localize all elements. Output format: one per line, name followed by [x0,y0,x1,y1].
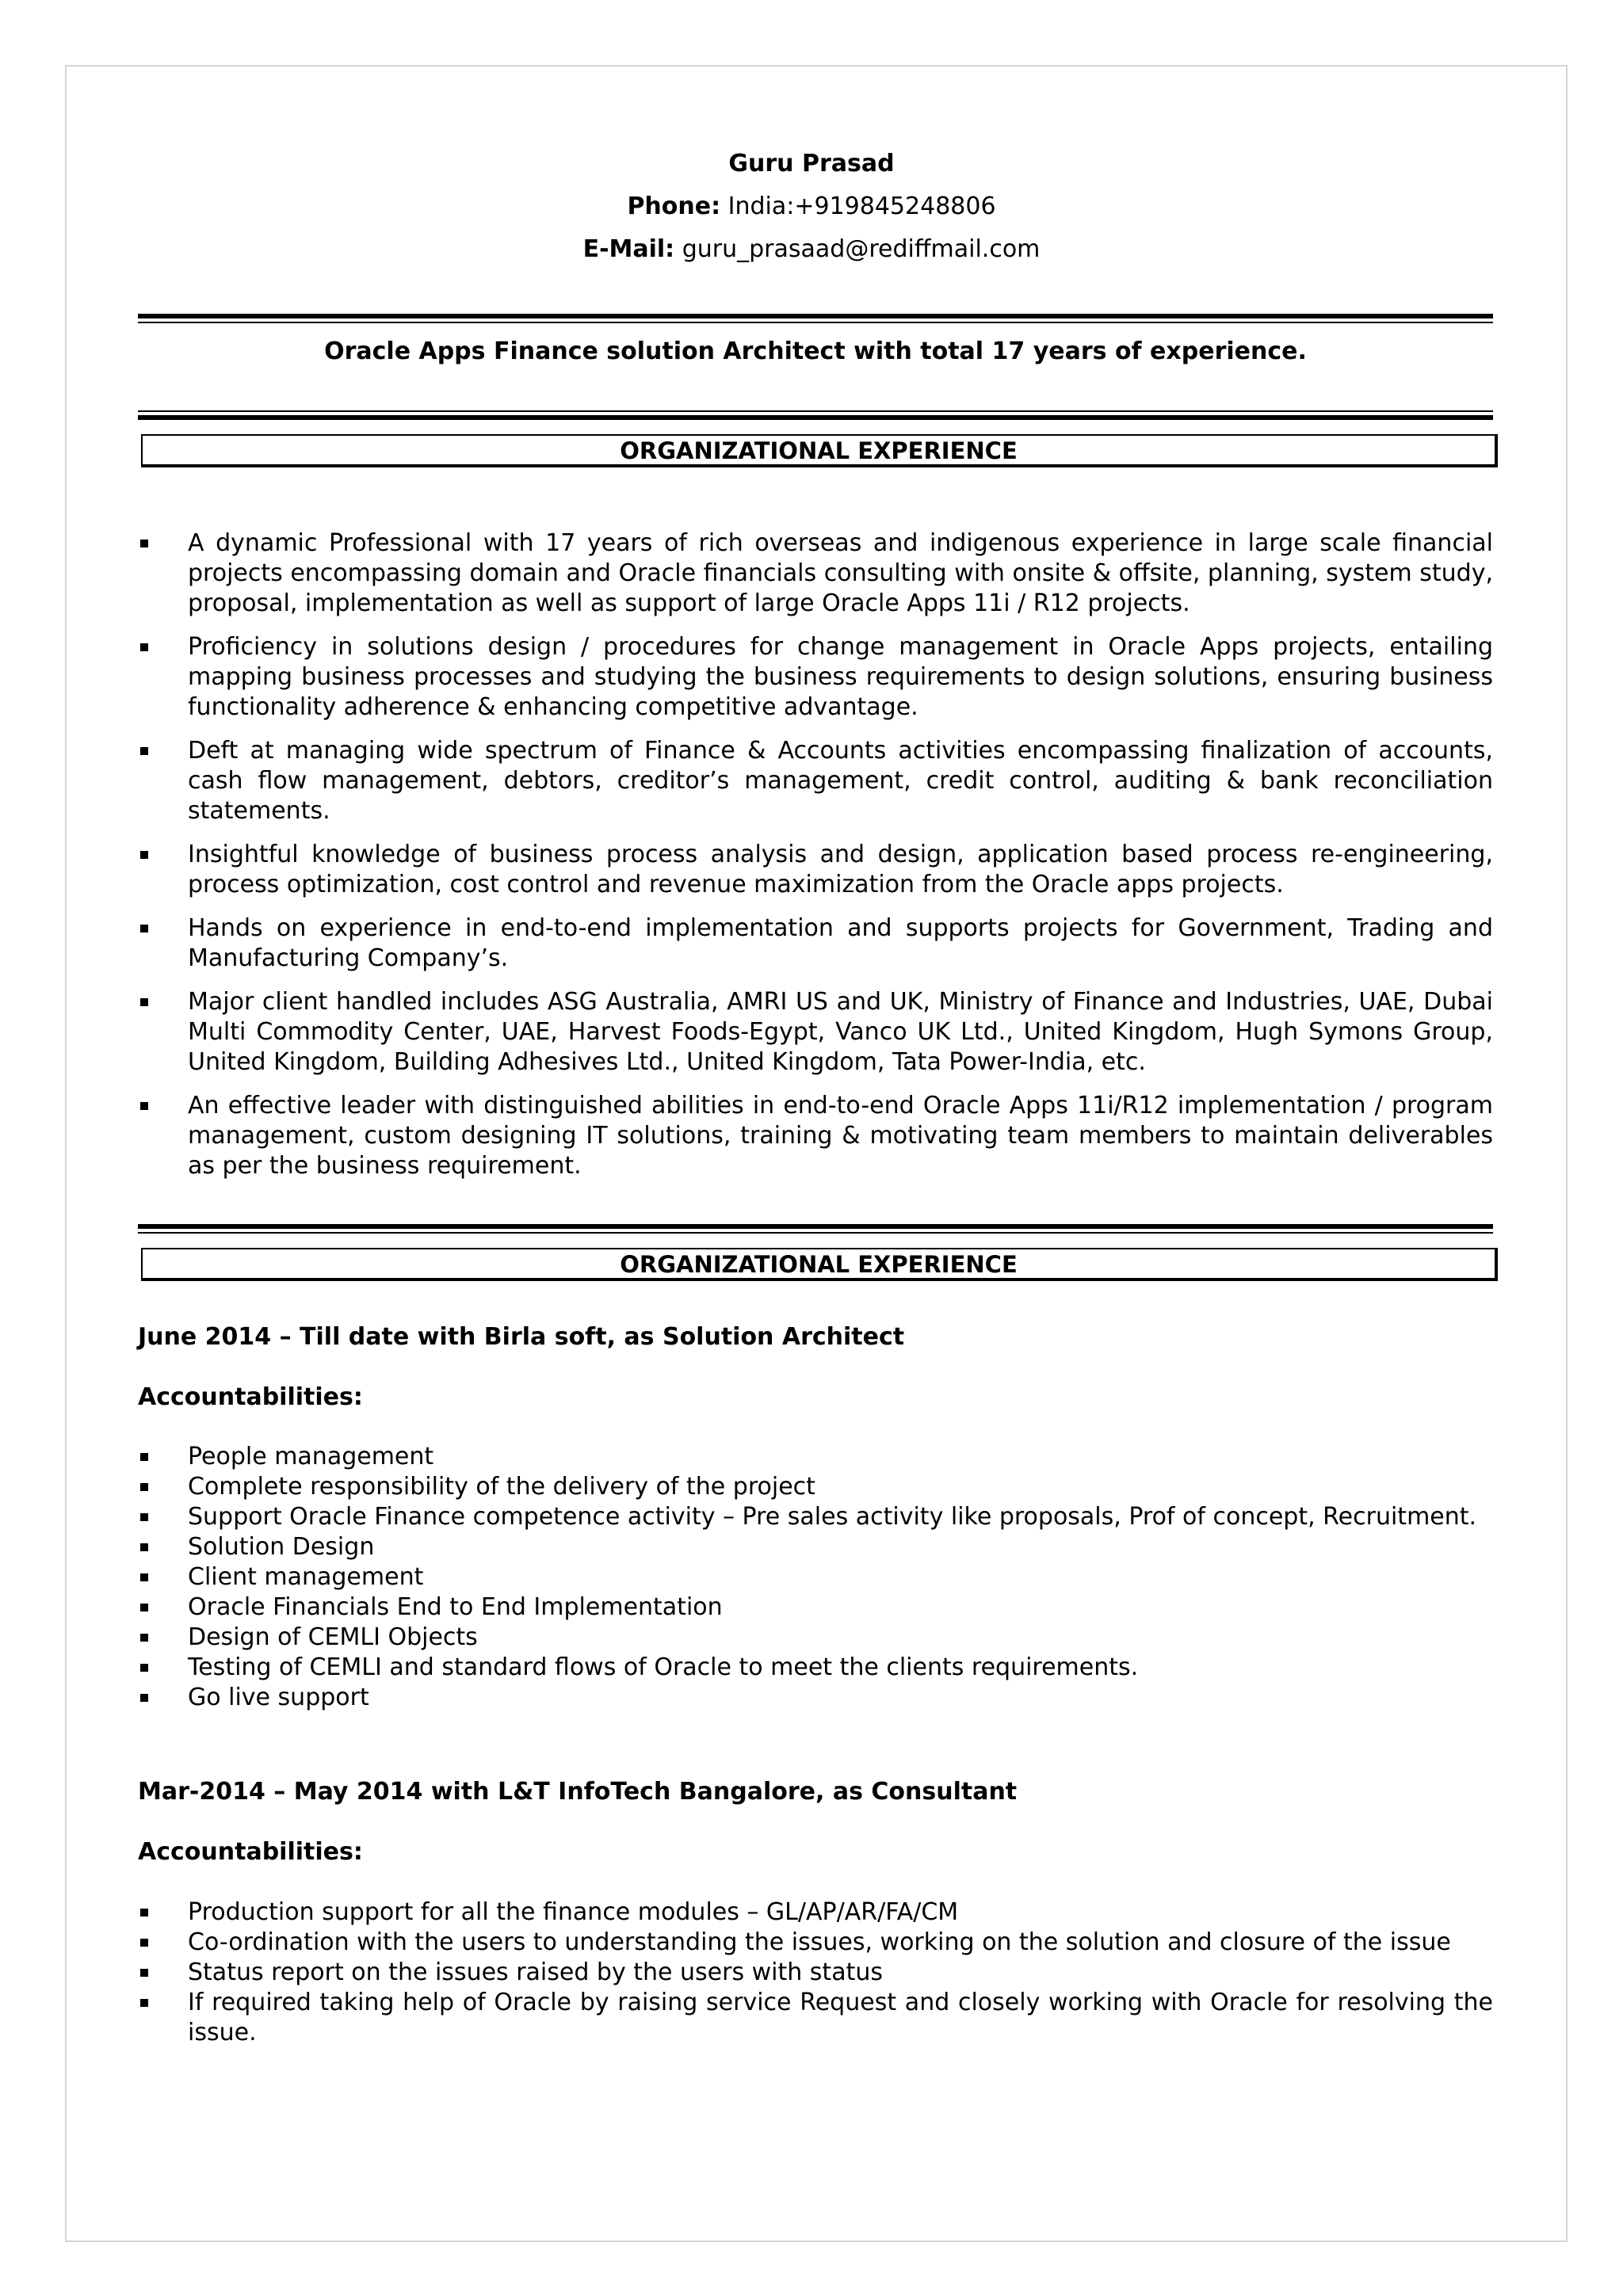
bullet-icon [140,747,148,755]
section-title-experience: ORGANIZATIONAL EXPERIENCE [141,434,1498,467]
bullet-icon [140,998,148,1006]
phone-value: India:+919845248806 [720,193,996,220]
bullet-text: Co-ordination with the users to understanding the issues, working on the solution and closure of the issue [188,1928,1451,1956]
divider-rule [138,1224,1493,1234]
bullet-icon [140,851,148,859]
phone-label: Phone: [627,193,721,220]
bullet-icon [140,1604,148,1611]
divider-rule [138,314,1493,323]
job-heading: June 2014 – Till date with Birla soft, as Solution Architect [138,1323,905,1351]
resume-header [0,143,1623,271]
list-item [138,1562,1493,1592]
bullet-text: Proficiency in solutions design / procedures for change management in Oracle Apps projects, entailing mapping business processes and studying the business requirements to design solutions, ensuring business functionality adherence & enhancing competitive advantage. [188,633,1493,721]
list-item [138,913,1493,974]
bullet-icon [140,1513,148,1521]
bullet-text: Status report on the issues raised by the users with status [188,1958,883,1986]
summary-statement: Oracle Apps Finance solution Architect with total 17 years of experience. [324,338,1307,365]
bullet-icon [140,643,148,651]
bullet-text: Solution Design [188,1533,375,1561]
accountabilities-list [138,1897,1493,2048]
bullet-text: An effective leader with distinguished abilities in end-to-end Oracle Apps 11i/R12 implementation / program management, custom designing IT solutions, training & motivating team members to maintain deliverables as per the business requirement. [188,1092,1493,1180]
bullet-text: Insightful knowledge of business process analysis and design, application based process re-engineering, process optimization, cost control and revenue maximization from the Oracle apps projects. [188,841,1493,898]
email-value: guru_prasaad@rediffmail.com [674,235,1041,263]
bullet-text: People management [188,1443,434,1470]
bullet-text: Go live support [188,1684,369,1711]
list-item [138,1532,1493,1562]
bullet-icon [140,1102,148,1110]
list-item [138,1472,1493,1502]
profile-bullet-list [138,528,1493,1195]
list-item [138,1653,1493,1683]
bullet-icon [140,1453,148,1461]
bullet-text: Client management [188,1563,424,1591]
list-item [138,632,1493,723]
list-item [138,1091,1493,1181]
bullet-icon [140,540,148,547]
bullet-text: Production support for all the finance modules – GL/AP/AR/FA/CM [188,1898,959,1926]
section-title-experience-2: ORGANIZATIONAL EXPERIENCE [141,1248,1498,1281]
divider-rule [138,410,1493,420]
candidate-name: Guru Prasad [728,150,895,177]
list-item [138,1928,1493,1958]
list-item [138,736,1493,826]
list-item [138,1502,1493,1532]
accountabilities-label: Accountabilities: [138,1838,363,1866]
bullet-icon [140,1999,148,2007]
bullet-text: Support Oracle Finance competence activity – Pre sales activity like proposals, Prof of concept, Recruitment. [188,1503,1477,1531]
email-label: E-Mail: [582,235,675,263]
bullet-text: Complete responsibility of the delivery of the project [188,1473,815,1501]
bullet-text: A dynamic Professional with 17 years of rich overseas and indigenous experience in large scale financial projects encompassing domain and Oracle financials consulting with onsite & offsite, planning, system study, proposal, implementation as well as support of large Oracle Apps 11i / R12 projects. [188,529,1493,617]
list-item [138,1897,1493,1928]
bullet-icon [140,1694,148,1702]
bullet-icon [140,925,148,933]
list-item [138,840,1493,900]
bullet-text: Major client handled includes ASG Australia, AMRI US and UK, Ministry of Finance and Industries, UAE, Dubai Multi Commodity Center, UAE, Harvest Foods-Egypt, Vanco UK Ltd., United Kingdom, Hugh Symons Group, United Kingdom, Building Adhesives Ltd., United Kingdom, Tata Power-India, etc. [188,988,1493,1076]
bullet-icon [140,1483,148,1491]
list-item [138,528,1493,619]
bullet-icon [140,1664,148,1672]
list-item [138,1592,1493,1623]
accountabilities-list [138,1442,1493,1713]
bullet-icon [140,1939,148,1947]
job-heading: Mar-2014 – May 2014 with L&T InfoTech Bangalore, as Consultant [138,1778,1018,1806]
phone-line [0,185,1623,228]
bullet-icon [140,1634,148,1642]
email-line [0,228,1623,271]
bullet-text: Oracle Financials End to End Implementation [188,1593,723,1621]
list-item [138,1988,1493,2048]
bullet-text: Testing of CEMLI and standard flows of Oracle to meet the clients requirements. [188,1653,1139,1681]
bullet-icon [140,1573,148,1581]
bullet-text: Design of CEMLI Objects [188,1623,478,1651]
list-item [138,1683,1493,1713]
list-item [138,1958,1493,1988]
list-item [138,1623,1493,1653]
bullet-text: Deft at managing wide spectrum of Finance & Accounts activities encompassing finalization of accounts, cash flow management, debtors, creditor’s management, credit control, auditing & bank reconciliation statements. [188,737,1493,825]
bullet-icon [140,1909,148,1917]
bullet-icon [140,1969,148,1977]
list-item [138,1442,1493,1472]
bullet-text: Hands on experience in end-to-end implementation and supports projects for Government, Trading and Manufacturing Company’s. [188,914,1493,972]
bullet-text: If required taking help of Oracle by raising service Request and closely working with Oracle for resolving the issue. [188,1989,1493,2046]
accountabilities-label: Accountabilities: [138,1383,363,1411]
bullet-icon [140,1543,148,1551]
list-item [138,987,1493,1077]
